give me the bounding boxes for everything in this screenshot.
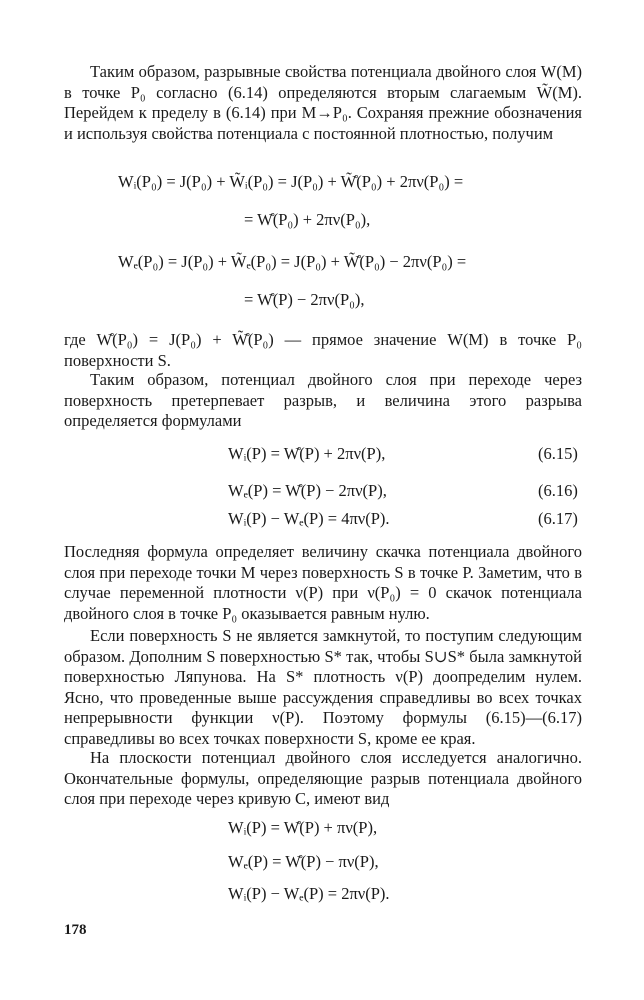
paragraph-1: Таким образом, разрывные свойства потенциала двойного слоя W(M) в точке P₀ согласно (6.14) определяются вторым слагаемым W̃(M). Перейдем к пределу в (6.14) при M→P₀. Сохраняя прежние обозначения и используя свойства потенциала с постоянной плотностью, получим — [64, 62, 582, 143]
equation-interior-limit: Wᵢ(P₀) = J(P₀) + W̃ᵢ(P₀) = J(P₀) + W̊̃(P₀) + 2πν(P₀) = — [118, 172, 464, 191]
paragraph-4: Последняя формула определяет величину скачка потенциала двойного слоя при переходе точки M через поверхность S в точке P. Заметим, что в случае переменной плотности ν(P) при ν(P₀) = 0 скачок потенциала двойного слоя в точке P₀ оказывается равным нулю. — [64, 542, 582, 623]
formula-6-15-number: (6.15) — [538, 444, 578, 463]
equation-exterior-result: = W̊(P) − 2πν(P₀), — [244, 290, 365, 309]
formula-plane-jump: Wᵢ(P) − Wₑ(P) = 2πν(P). — [228, 884, 390, 903]
paragraph-3: Таким образом, потенциал двойного слоя при переходе через поверхность претерпевает разрыв, и величина этого разрыва определяется формулами — [64, 370, 582, 430]
formula-plane-exterior: Wₑ(P) = W̊(P) − πν(P), — [228, 852, 379, 871]
equation-interior-result: = W̊(P₀) + 2πν(P₀), — [244, 210, 371, 229]
formula-6-16: Wₑ(P) = W̊(P) − 2πν(P), — [228, 481, 387, 500]
formula-6-17: Wᵢ(P) − Wₑ(P) = 4πν(P). — [228, 509, 390, 528]
formula-plane-interior: Wᵢ(P) = W̊(P) + πν(P), — [228, 818, 378, 837]
formula-6-16-number: (6.16) — [538, 481, 578, 500]
page-number: 178 — [64, 922, 87, 938]
paragraph-2: где W̊(P₀) = J(P₀) + W̊̃(P₀) — прямое значение W(M) в точке P₀ поверхности S. — [64, 330, 582, 370]
formula-6-15: Wᵢ(P) = W̊(P) + 2πν(P), — [228, 444, 386, 463]
equation-exterior-limit: Wₑ(P₀) = J(P₀) + W̃ₑ(P₀) = J(P₀) + W̊̃(P₀) − 2πν(P₀) = — [118, 252, 467, 271]
formula-6-17-number: (6.17) — [538, 509, 578, 528]
paragraph-5: Если поверхность S не является замкнутой, то поступим следующим образом. Дополним S поверхностью S* так, чтобы S∪S* была замкнутой поверхностью Ляпунова. На S* плотность ν(P) доопределим нулем. Ясно, что проведенные выше рассуждения справедливы во всех точках непрерывности функции ν(P). Поэтому формулы (6.15)—(6.17) справедливы во всех точках поверхности S, кроме ее края. — [64, 626, 582, 748]
paragraph-6: На плоскости потенциал двойного слоя исследуется аналогично. Окончательные формулы, определяющие разрыв потенциала двойного слоя при переходе через кривую C, имеют вид — [64, 748, 582, 808]
